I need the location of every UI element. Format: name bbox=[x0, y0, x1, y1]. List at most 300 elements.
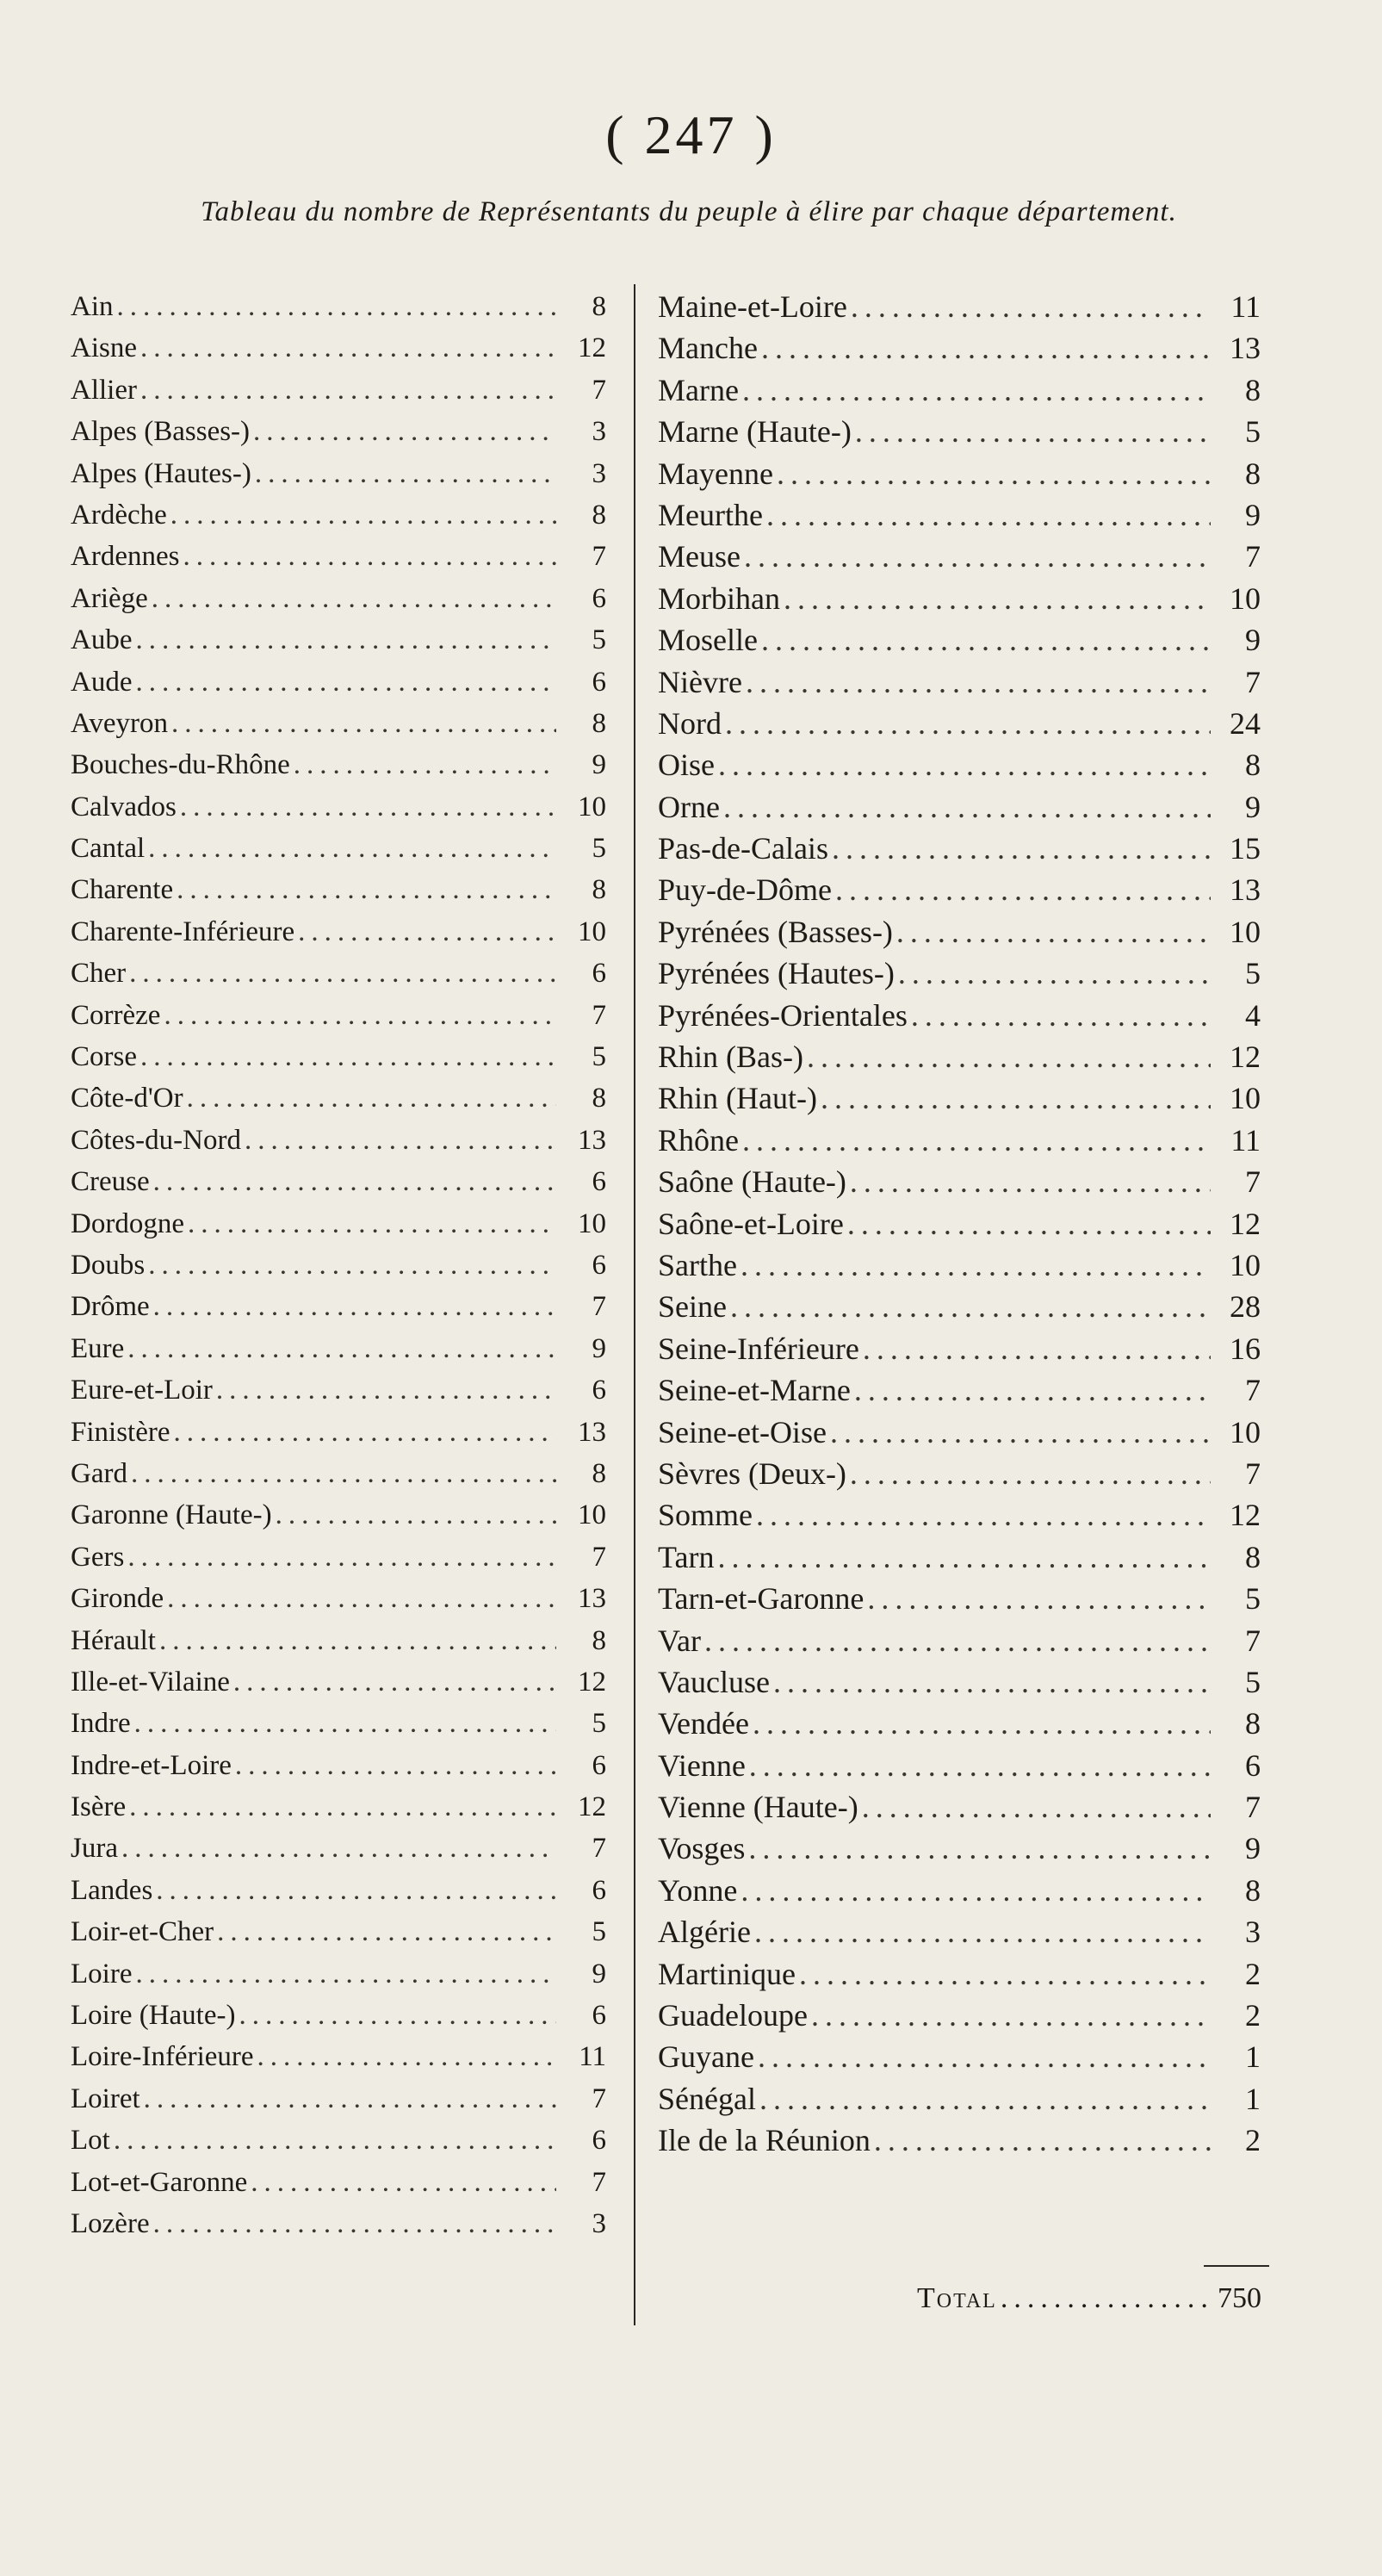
department-name: Saône-et-Loire bbox=[658, 1206, 844, 1241]
department-name: Cher bbox=[71, 958, 127, 990]
dot-leader bbox=[725, 703, 1211, 744]
dot-leader bbox=[153, 1286, 556, 1327]
representative-count: 11 bbox=[1230, 1122, 1261, 1158]
dot-leader bbox=[167, 1578, 556, 1619]
department-name: Vosges bbox=[658, 1831, 746, 1866]
dot-leader bbox=[129, 953, 556, 994]
department-row bbox=[658, 995, 1261, 1036]
department-name: Lot-et-Garonne bbox=[71, 2166, 248, 2198]
department-name: Puy-de-Dôme bbox=[658, 872, 832, 908]
representative-count: 9 bbox=[1245, 623, 1261, 658]
department-row bbox=[71, 1745, 606, 1786]
dot-leader bbox=[131, 1453, 556, 1494]
department-name: Jura bbox=[71, 1833, 118, 1865]
dot-leader bbox=[148, 828, 556, 869]
department-name: Allier bbox=[71, 374, 137, 406]
dot-leader bbox=[807, 1036, 1211, 1077]
table-title: Tableau du nombre de Représentants du peuple à élire par chaque département. bbox=[201, 196, 1177, 227]
representative-count: 6 bbox=[592, 1749, 606, 1781]
department-row bbox=[71, 1703, 606, 1744]
department-name: Creuse bbox=[71, 1166, 150, 1198]
dot-leader bbox=[753, 1703, 1211, 1744]
dot-leader bbox=[867, 1578, 1211, 1619]
representative-count: 8 bbox=[592, 707, 606, 739]
dot-leader bbox=[756, 1494, 1211, 1536]
dot-leader bbox=[851, 286, 1211, 327]
dot-leader bbox=[748, 1828, 1211, 1869]
department-row bbox=[658, 1870, 1261, 1911]
department-name: Gard bbox=[71, 1457, 127, 1489]
dot-leader bbox=[761, 327, 1211, 369]
representative-count: 5 bbox=[592, 1708, 606, 1740]
department-name: Côte-d'Or bbox=[71, 1083, 183, 1114]
department-name: Loire (Haute-) bbox=[71, 2000, 236, 2032]
department-name: Aude bbox=[71, 666, 133, 698]
department-row bbox=[658, 494, 1261, 536]
dot-leader bbox=[850, 1453, 1211, 1494]
department-name: Indre-et-Loire bbox=[71, 1749, 232, 1781]
dot-leader bbox=[741, 1245, 1211, 1286]
representative-count: 6 bbox=[1245, 1747, 1261, 1783]
dot-leader bbox=[217, 1911, 556, 1952]
department-row bbox=[658, 661, 1261, 703]
dot-leader bbox=[140, 369, 556, 411]
dot-leader bbox=[152, 578, 556, 619]
department-row bbox=[71, 1036, 606, 1077]
department-row bbox=[71, 703, 606, 744]
dot-leader bbox=[156, 1870, 556, 1911]
left-column bbox=[71, 286, 606, 2244]
representative-count: 15 bbox=[1230, 831, 1261, 866]
dot-leader bbox=[863, 1328, 1211, 1369]
dot-leader bbox=[896, 911, 1211, 953]
representative-count: 4 bbox=[1245, 997, 1261, 1033]
department-row bbox=[71, 536, 606, 577]
representative-count: 6 bbox=[592, 1375, 606, 1406]
department-name: Vienne (Haute-) bbox=[658, 1790, 858, 1825]
column-divider bbox=[634, 284, 635, 2325]
department-row bbox=[71, 1870, 606, 1911]
representative-count: 12 bbox=[1230, 1040, 1261, 1075]
dot-leader bbox=[784, 578, 1211, 619]
department-name: Marne (Haute-) bbox=[658, 414, 852, 450]
dot-leader bbox=[1001, 2282, 1211, 2315]
department-row bbox=[71, 1328, 606, 1369]
representative-count: 13 bbox=[1230, 331, 1261, 366]
dot-leader bbox=[742, 369, 1211, 411]
department-row bbox=[71, 1661, 606, 1703]
dot-leader bbox=[153, 2203, 556, 2244]
representative-count: 6 bbox=[592, 1249, 606, 1281]
department-name: Martinique bbox=[658, 1956, 796, 1991]
representative-count: 5 bbox=[1245, 956, 1261, 991]
representative-count: 11 bbox=[1230, 289, 1261, 324]
department-row bbox=[658, 536, 1261, 577]
dot-leader bbox=[253, 411, 556, 452]
department-row bbox=[71, 1620, 606, 1661]
dot-leader bbox=[766, 494, 1211, 536]
representative-count: 9 bbox=[1245, 789, 1261, 824]
department-name: Guyane bbox=[658, 2039, 754, 2075]
department-name: Orne bbox=[658, 789, 720, 824]
department-name: Ardennes bbox=[71, 541, 180, 573]
total-row bbox=[917, 2282, 1261, 2315]
dot-leader bbox=[294, 744, 556, 785]
department-row bbox=[71, 2036, 606, 2077]
dot-leader bbox=[746, 661, 1211, 703]
department-name: Nord bbox=[658, 705, 722, 741]
department-row bbox=[71, 2120, 606, 2161]
dot-leader bbox=[239, 1995, 556, 2036]
department-name: Cantal bbox=[71, 833, 146, 865]
department-name: Lozère bbox=[71, 2207, 150, 2239]
department-name: Calvados bbox=[71, 791, 177, 822]
dot-leader bbox=[216, 1369, 556, 1411]
department-name: Ardèche bbox=[71, 499, 167, 531]
department-name: Ain bbox=[71, 291, 114, 322]
department-row bbox=[658, 744, 1261, 785]
department-row bbox=[71, 1828, 606, 1869]
department-name: Rhin (Bas-) bbox=[658, 1040, 803, 1075]
department-name: Alpes (Hautes-) bbox=[71, 457, 251, 489]
representative-count: 2 bbox=[1245, 2123, 1261, 2158]
representative-count: 9 bbox=[592, 749, 606, 781]
dot-leader bbox=[758, 2036, 1211, 2077]
department-name: Lot bbox=[71, 2125, 110, 2157]
department-row bbox=[71, 828, 606, 869]
representative-count: 7 bbox=[1245, 1164, 1261, 1200]
representative-count: 13 bbox=[578, 1416, 606, 1448]
representative-count: 3 bbox=[592, 457, 606, 489]
department-row bbox=[71, 1995, 606, 2036]
department-row bbox=[71, 744, 606, 785]
dot-leader bbox=[135, 1953, 556, 1995]
department-row bbox=[658, 2120, 1261, 2161]
dot-leader bbox=[127, 1536, 556, 1578]
department-name: Vienne bbox=[658, 1747, 746, 1783]
department-row bbox=[658, 619, 1261, 661]
total-count: 750 bbox=[1218, 2282, 1261, 2314]
department-name: Ile de la Réunion bbox=[658, 2123, 871, 2158]
representative-count: 2 bbox=[1245, 1956, 1261, 1991]
department-row bbox=[71, 1536, 606, 1578]
department-row bbox=[71, 1077, 606, 1119]
department-name: Nièvre bbox=[658, 664, 742, 699]
representative-count: 6 bbox=[592, 1166, 606, 1198]
representative-count: 10 bbox=[578, 1207, 606, 1239]
representative-count: 7 bbox=[1245, 664, 1261, 699]
department-name: Sèvres (Deux-) bbox=[658, 1456, 846, 1491]
dot-leader bbox=[164, 995, 556, 1036]
department-row bbox=[71, 1578, 606, 1619]
department-name: Côtes-du-Nord bbox=[71, 1124, 241, 1156]
representative-count: 28 bbox=[1230, 1289, 1261, 1325]
department-name: Rhône bbox=[658, 1122, 739, 1158]
dot-leader bbox=[821, 1077, 1211, 1119]
department-name: Saône (Haute-) bbox=[658, 1164, 846, 1200]
representative-count: 5 bbox=[592, 624, 606, 656]
department-row bbox=[658, 286, 1261, 327]
dot-leader bbox=[911, 995, 1211, 1036]
representative-count: 6 bbox=[592, 1874, 606, 1906]
department-row bbox=[658, 1620, 1261, 1661]
representative-count: 5 bbox=[592, 1916, 606, 1948]
department-name: Eure-et-Loir bbox=[71, 1375, 213, 1406]
department-row bbox=[71, 1286, 606, 1327]
dot-leader bbox=[749, 1745, 1211, 1786]
dot-leader bbox=[117, 286, 557, 327]
department-row bbox=[658, 1161, 1261, 1202]
department-name: Moselle bbox=[658, 623, 758, 658]
representative-count: 7 bbox=[1245, 1373, 1261, 1408]
department-name: Var bbox=[658, 1623, 701, 1658]
dot-leader bbox=[761, 619, 1211, 661]
right-column bbox=[658, 286, 1261, 2162]
dot-leader bbox=[159, 1620, 556, 1661]
representative-count: 3 bbox=[592, 416, 606, 448]
department-name: Yonne bbox=[658, 1872, 738, 1908]
department-name: Hérault bbox=[71, 1624, 156, 1656]
dot-leader bbox=[847, 1203, 1211, 1245]
department-name: Finistère bbox=[71, 1416, 170, 1448]
department-row bbox=[658, 869, 1261, 910]
department-name: Seine-et-Marne bbox=[658, 1373, 851, 1408]
department-name: Maine-et-Loire bbox=[658, 289, 847, 324]
representative-count: 8 bbox=[592, 1457, 606, 1489]
dot-leader bbox=[153, 1161, 556, 1202]
representative-count: 8 bbox=[592, 291, 606, 322]
department-row bbox=[658, 1077, 1261, 1119]
dot-leader bbox=[898, 953, 1211, 994]
department-row bbox=[71, 995, 606, 1036]
department-name: Manche bbox=[658, 331, 758, 366]
dot-leader bbox=[730, 1286, 1211, 1327]
representative-count: 7 bbox=[592, 999, 606, 1031]
dot-leader bbox=[135, 661, 556, 703]
dot-leader bbox=[177, 869, 556, 910]
department-row bbox=[658, 2036, 1261, 2077]
representative-count: 13 bbox=[1230, 872, 1261, 908]
representative-count: 13 bbox=[578, 1583, 606, 1615]
representative-count: 5 bbox=[592, 833, 606, 865]
dot-leader bbox=[129, 1786, 556, 1828]
department-row bbox=[658, 911, 1261, 953]
department-row bbox=[658, 1786, 1261, 1828]
dot-leader bbox=[135, 619, 556, 661]
department-name: Vaucluse bbox=[658, 1664, 770, 1699]
department-row bbox=[658, 1245, 1261, 1286]
department-row bbox=[71, 1120, 606, 1161]
dot-leader bbox=[799, 1953, 1211, 1995]
representative-count: 7 bbox=[592, 2083, 606, 2114]
department-row bbox=[658, 411, 1261, 452]
representative-count: 8 bbox=[1245, 1706, 1261, 1741]
representative-count: 7 bbox=[592, 1833, 606, 1865]
department-name: Vendée bbox=[658, 1706, 749, 1741]
representative-count: 6 bbox=[592, 666, 606, 698]
department-row bbox=[71, 453, 606, 494]
department-row bbox=[658, 1120, 1261, 1161]
department-row bbox=[71, 411, 606, 452]
department-row bbox=[658, 953, 1261, 994]
total-label: Total bbox=[917, 2282, 997, 2314]
department-row bbox=[658, 578, 1261, 619]
dot-leader bbox=[121, 1828, 556, 1869]
department-row bbox=[71, 1369, 606, 1411]
dot-leader bbox=[235, 1745, 556, 1786]
department-row bbox=[71, 1911, 606, 1952]
representative-count: 8 bbox=[1245, 1872, 1261, 1908]
dot-leader bbox=[754, 1911, 1211, 1952]
total-rule bbox=[1204, 2265, 1269, 2267]
dot-leader bbox=[850, 1161, 1211, 1202]
representative-count: 8 bbox=[1245, 372, 1261, 407]
representative-count: 5 bbox=[1245, 1664, 1261, 1699]
department-row bbox=[71, 286, 606, 327]
dot-leader bbox=[723, 786, 1211, 828]
department-row bbox=[658, 1703, 1261, 1744]
department-row bbox=[71, 327, 606, 369]
dot-leader bbox=[127, 1328, 556, 1369]
department-name: Seine-et-Oise bbox=[658, 1414, 827, 1449]
department-row bbox=[658, 1369, 1261, 1411]
department-name: Algérie bbox=[658, 1915, 751, 1950]
representative-count: 7 bbox=[1245, 1790, 1261, 1825]
representative-count: 9 bbox=[1245, 1831, 1261, 1866]
dot-leader bbox=[717, 1536, 1211, 1578]
dot-leader bbox=[704, 1620, 1211, 1661]
representative-count: 10 bbox=[1230, 1081, 1261, 1116]
representative-count: 6 bbox=[592, 958, 606, 990]
department-row bbox=[658, 1911, 1261, 1952]
department-name: Corrèze bbox=[71, 999, 161, 1031]
representative-count: 10 bbox=[578, 791, 606, 822]
department-row bbox=[71, 1786, 606, 1828]
department-name: Landes bbox=[71, 1874, 153, 1906]
department-name: Indre bbox=[71, 1708, 131, 1740]
department-name: Loire bbox=[71, 1958, 133, 1989]
department-name: Rhin (Haut-) bbox=[658, 1081, 817, 1116]
dot-leader bbox=[183, 536, 556, 577]
representative-count: 1 bbox=[1245, 2081, 1261, 2116]
dot-leader bbox=[298, 911, 556, 953]
department-row bbox=[658, 1203, 1261, 1245]
representative-count: 3 bbox=[1245, 1915, 1261, 1950]
dot-leader bbox=[741, 1870, 1211, 1911]
dot-leader bbox=[245, 1120, 556, 1161]
dot-leader bbox=[811, 1995, 1211, 2036]
representative-count: 11 bbox=[579, 2041, 606, 2073]
department-name: Morbihan bbox=[658, 580, 780, 616]
representative-count: 6 bbox=[592, 2125, 606, 2157]
representative-count: 10 bbox=[578, 1499, 606, 1531]
department-row bbox=[658, 1494, 1261, 1536]
dot-leader bbox=[862, 1786, 1211, 1828]
representative-count: 7 bbox=[592, 1541, 606, 1573]
department-name: Sarthe bbox=[658, 1247, 737, 1282]
department-row bbox=[71, 2203, 606, 2244]
department-row bbox=[71, 953, 606, 994]
department-row bbox=[71, 619, 606, 661]
dot-leader bbox=[855, 411, 1211, 452]
representative-count: 12 bbox=[1230, 1498, 1261, 1533]
department-row bbox=[658, 703, 1261, 744]
representative-count: 8 bbox=[1245, 748, 1261, 783]
department-row bbox=[71, 1953, 606, 1995]
representative-count: 7 bbox=[592, 1291, 606, 1323]
representative-count: 24 bbox=[1230, 705, 1261, 741]
department-name: Meuse bbox=[658, 539, 741, 574]
dot-leader bbox=[718, 744, 1211, 785]
dot-leader bbox=[832, 828, 1211, 869]
representative-count: 9 bbox=[1245, 497, 1261, 532]
representative-count: 10 bbox=[1230, 1414, 1261, 1449]
department-name: Charente bbox=[71, 874, 174, 906]
department-row bbox=[658, 1745, 1261, 1786]
department-row bbox=[658, 327, 1261, 369]
representative-count: 9 bbox=[592, 1332, 606, 1364]
department-name: Tarn bbox=[658, 1539, 715, 1574]
department-name: Loire-Inférieure bbox=[71, 2041, 254, 2073]
department-name: Gers bbox=[71, 1541, 125, 1573]
department-name: Pyrénées-Orientales bbox=[658, 997, 908, 1033]
dot-leader bbox=[251, 2162, 556, 2203]
department-name: Pyrénées (Basses-) bbox=[658, 914, 893, 949]
dot-leader bbox=[171, 703, 556, 744]
representative-count: 3 bbox=[592, 2207, 606, 2239]
department-name: Pas-de-Calais bbox=[658, 831, 828, 866]
dot-leader bbox=[170, 494, 556, 536]
representative-count: 7 bbox=[592, 374, 606, 406]
department-name: Mayenne bbox=[658, 456, 773, 491]
representative-count: 10 bbox=[1230, 914, 1261, 949]
dot-leader bbox=[257, 2036, 556, 2077]
department-row bbox=[71, 911, 606, 953]
representative-count: 10 bbox=[578, 916, 606, 947]
representative-count: 2 bbox=[1245, 1998, 1261, 2033]
dot-leader bbox=[744, 536, 1211, 577]
department-row bbox=[658, 1828, 1261, 1869]
department-row bbox=[71, 786, 606, 828]
representative-count: 12 bbox=[1230, 1206, 1261, 1241]
department-name: Alpes (Basses-) bbox=[71, 416, 251, 448]
department-row bbox=[71, 1453, 606, 1494]
department-name: Garonne (Haute-) bbox=[71, 1499, 272, 1531]
dot-leader bbox=[830, 1412, 1211, 1453]
department-name: Isère bbox=[71, 1791, 127, 1823]
dot-leader bbox=[134, 1703, 556, 1744]
dot-leader bbox=[233, 1661, 556, 1703]
department-row bbox=[71, 369, 606, 411]
representative-count: 8 bbox=[592, 1083, 606, 1114]
department-name: Corse bbox=[71, 1041, 137, 1073]
representative-count: 12 bbox=[578, 332, 606, 364]
dot-leader bbox=[874, 2120, 1211, 2161]
department-name: Pyrénées (Hautes-) bbox=[658, 956, 895, 991]
department-name: Meurthe bbox=[658, 497, 763, 532]
department-name: Aube bbox=[71, 624, 133, 656]
representative-count: 7 bbox=[592, 541, 606, 573]
page-number: ( 247 ) bbox=[605, 104, 777, 165]
dot-leader bbox=[742, 1120, 1211, 1161]
dot-leader bbox=[777, 453, 1211, 494]
department-name: Tarn-et-Garonne bbox=[658, 1581, 865, 1617]
dot-leader bbox=[180, 786, 556, 828]
representative-count: 8 bbox=[592, 499, 606, 531]
dot-leader bbox=[773, 1661, 1211, 1703]
department-name: Ille-et-Vilaine bbox=[71, 1666, 230, 1698]
dot-leader bbox=[187, 1077, 556, 1119]
